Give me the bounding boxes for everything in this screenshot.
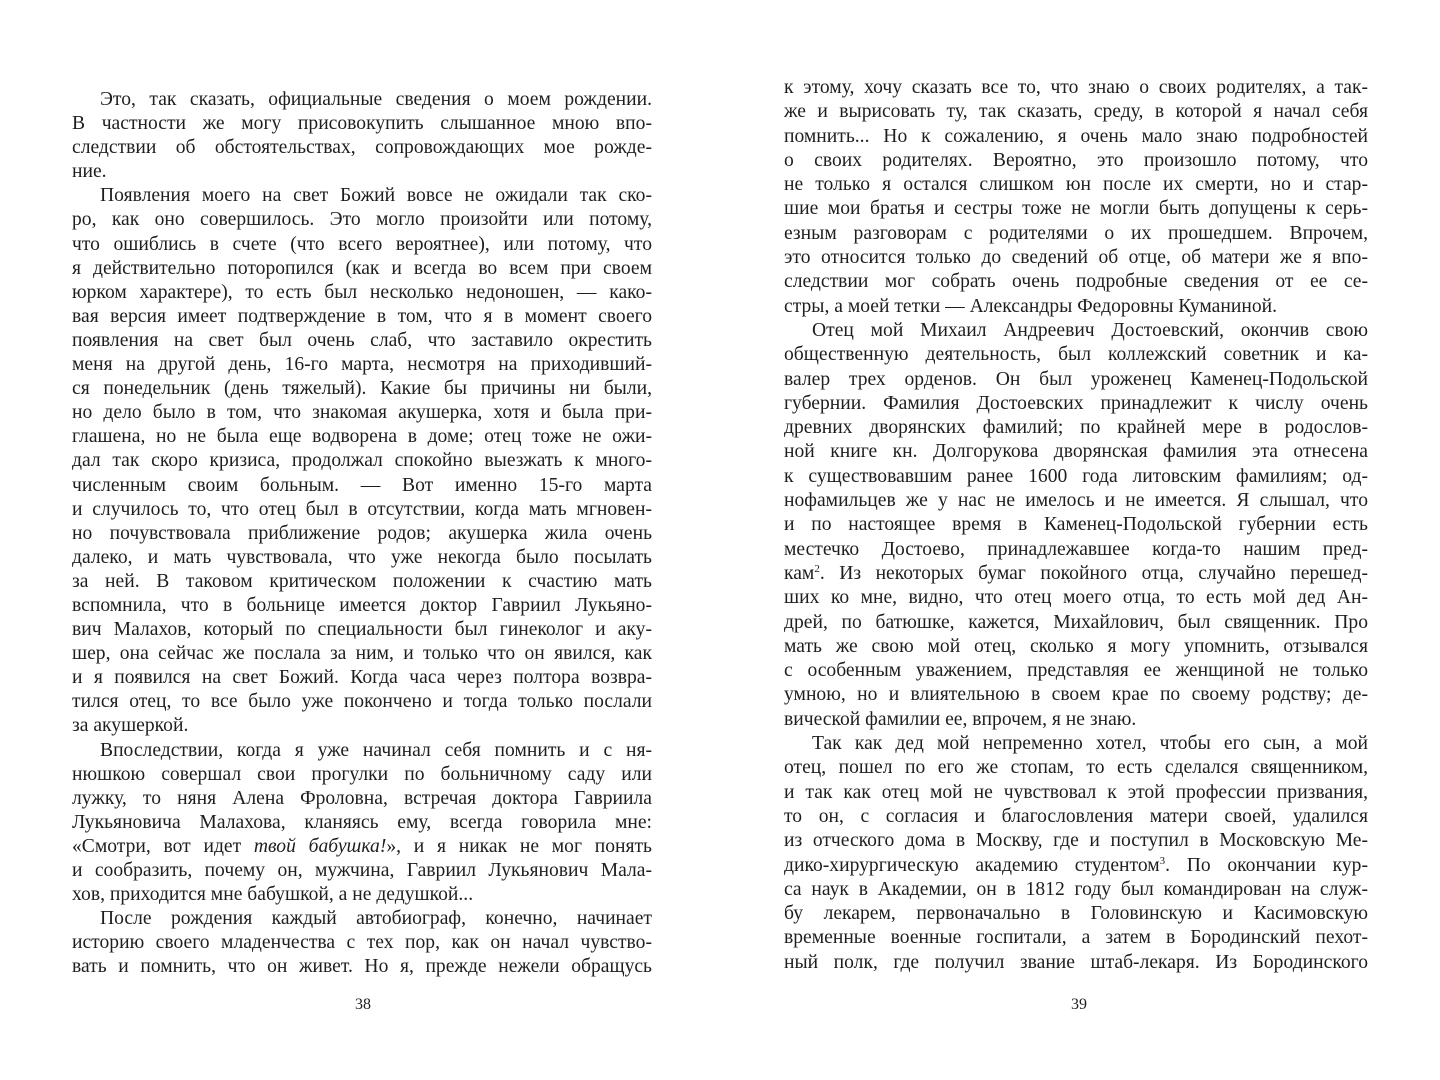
text-line: и сообразить, почему он, мужчина, Гавриил Лукьянович Мала- [72, 860, 652, 881]
text-line: за ней. В таковом критическом положении к счастию мать [72, 570, 652, 592]
text-line: вич Малахов, который по специальности был гинеколог и аку- [72, 619, 652, 641]
text-line: следствии об обстоятельствах, сопровождающих мое рожде- [72, 137, 652, 159]
paragraph [72, 88, 652, 184]
text-line: са наук в Академии, он в 1812 году был командирован на служ- [784, 878, 1368, 900]
text-line: ной книге кн. Долгорукова дворянская фамилия эта отнесена [784, 441, 1368, 463]
text-line: стры, а моей тетки — Александры Федоровны Куманиной. [784, 295, 1278, 317]
text-line: о своих родителях. Вероятно, это произошло потому, что [784, 149, 1368, 171]
page-number-right: 39 [1071, 996, 1087, 1013]
text-line: ся понедельник (день тяжелый). Какие бы причины ни были, [72, 378, 652, 400]
text-line: Лукьяновича Малахова, кланяясь ему, всегда говорила мне: [72, 811, 652, 833]
text-line: валер трех орденов. Он был уроженец Каменец-Подольской [784, 368, 1368, 390]
paragraph [784, 732, 1368, 975]
text-line: же и вырисовать ту, так сказать, среду, в которой я начал себя [784, 101, 1368, 123]
text-line: В частности же могу присовокупить слышанное мною впо- [72, 113, 652, 135]
text-line: далеко, и мать чувствовала, что уже некогда было посылать [72, 546, 652, 568]
text-line: нофамильцев же у нас не имелось и не имеется. Я слышал, что [784, 490, 1368, 512]
text-line: и случилось то, что отец был в отсутствии, когда мать мгновен- [72, 498, 652, 520]
paragraph [784, 76, 1368, 319]
text-line: численным своим больным. — Вот именно 15-го марта [72, 474, 652, 496]
text-line: за акушеркой. [72, 715, 189, 737]
text-line: к этому, хочу сказать все то, что знаю о своих родителях, а так- [784, 77, 1368, 98]
left-page-body [72, 88, 652, 979]
right-page-body [784, 76, 1368, 975]
text-line: Отец мой Михаил Андреевич Достоевский, окончив свою [812, 319, 1368, 341]
text-line: то он, с согласия и благословления матери своей, удалился [784, 805, 1368, 827]
text-line: После рождения каждый автобиограф, конечно, начинает [100, 908, 652, 930]
text-line [784, 854, 1368, 878]
text-line: бу лекарем, первоначально в Головинскую и Касимовскую [784, 903, 1368, 925]
text-segment: », и я никак не мог понять [386, 835, 652, 857]
text-line: Так как дед мой непременно хотел, чтобы его сын, а мой [812, 733, 1368, 755]
text-line: хов, приходится мне бабушкой, а не дедушкой... [72, 884, 474, 906]
text-line: шие мои братья и сестры тоже не могли быть допущены к серь- [784, 198, 1368, 220]
text-segment: кам [784, 562, 815, 584]
text-line: древних дворянских фамилий; по крайней мере в родослов- [784, 417, 1368, 439]
text-line [72, 835, 652, 859]
text-line: ный полк, где получил звание штаб-лекаря. Из Бородинского [784, 951, 1368, 973]
text-line: дал так скоро кризиса, продолжал спокойно выезжать к много- [72, 450, 652, 472]
text-line: губернии. Фамилия Достоевских принадлежит к числу очень [784, 392, 1368, 414]
text-line: к существовавшим ранее 1600 года литовским фамилиям; од- [784, 465, 1368, 487]
text-line: мать же свою мой отец, сколько я могу упомнить, отзывался [784, 635, 1368, 657]
text-line: Впоследствии, когда я уже начинал себя помнить и с ня- [100, 739, 652, 761]
paragraph [784, 319, 1368, 732]
text-line: и по настоящее время в Каменец-Подольской губернии есть [784, 514, 1368, 536]
text-line: лужку, то няня Алена Фроловна, встречая доктора Гавриила [72, 787, 652, 809]
text-line: но дело было в том, что знакомая акушерка, хотя и была при- [72, 402, 652, 424]
text-line: следствии мог собрать очень подробные сведения от ее се- [784, 271, 1368, 293]
text-line: временные военные госпитали, а затем в Бородинский пехот- [784, 927, 1368, 949]
text-line: ние. [72, 161, 107, 183]
text-line: вспомнила, что в больнице имеется доктор Гавриил Лукьяно- [72, 594, 652, 616]
text-line: и я появился на свет Божий. Когда часа через полтора возвра- [72, 667, 652, 689]
text-segment: дико-хирургическую академию студентом [784, 854, 1160, 876]
text-line: я действительно поторопился (как и всегда во всем при своем [72, 257, 652, 279]
text-line: езным разговорам с родителями о их прошедшем. Впрочем, [784, 222, 1368, 244]
text-segment: . Из некоторых бумаг покойного отца, случайно перешед- [819, 562, 1368, 584]
text-line: нюшкою совершал свои прогулки по больничному саду или [72, 763, 652, 785]
text-line: умною, но и влиятельною в своем крае по своему родству; де- [784, 684, 1368, 706]
text-line [784, 562, 1368, 586]
footnote-ref: 3 [1159, 854, 1166, 867]
text-line: отец, пошел по его же стопам, то есть сделался священником, [784, 757, 1368, 779]
text-line: ро, как оно совершилось. Это могло произойти или потому, [72, 209, 652, 231]
text-line: вической фамилии ее, впрочем, я не знаю. [784, 708, 1137, 730]
text-line: Это, так сказать, официальные сведения о моем рождении. [100, 89, 652, 110]
text-line: это относится только до сведений об отце, об матери же я впо- [784, 247, 1368, 269]
text-line: местечко Достоево, принадлежавшее когда-то нашим пред- [784, 538, 1368, 560]
text-line: и так как отец мой не чувствовал к этой профессии призвания, [784, 781, 1368, 803]
text-line: юрком характере), то есть был несколько недоношен, — како- [72, 281, 652, 303]
text-line: шер, она сейчас же послала за ним, и только что он явился, как [72, 643, 652, 665]
text-line: меня на другой день, 16-го марта, несмотря на приходивший- [72, 354, 652, 376]
text-line: вая версия имеет подтверждение в том, что я в момент своего [72, 305, 652, 327]
text-segment: . По окончании кур- [1165, 854, 1369, 876]
text-line: ших ко мне, видно, что отец моего отца, то есть мой дед Ан- [784, 587, 1368, 609]
text-line: из отческого дома в Москву, где и поступил в Московскую Ме- [784, 830, 1368, 852]
text-line: что ошиблись в счете (что всего вероятнее), или потому, что [72, 233, 652, 255]
text-line: появления на свет был очень слаб, что заставило окрестить [72, 329, 652, 351]
paragraph [72, 739, 652, 908]
text-line: не только я остался слишком юн после их смерти, но и стар- [784, 174, 1368, 196]
text-line: общественную деятельность, был коллежский советник и ка- [784, 344, 1368, 366]
text-line: тился отец, то все было уже покончено и тогда только послали [72, 691, 652, 713]
italic-text: твой бабушка! [253, 835, 387, 857]
text-line: Появления моего на свет Божий вовсе не ожидали так ско- [100, 185, 652, 207]
footnote-ref: 2 [814, 562, 820, 575]
text-line: помнить... Но к сожалению, я очень мало знаю подробностей [784, 125, 1368, 147]
page-number-left: 38 [355, 996, 371, 1013]
text-line: вать и помнить, что он живет. Но я, прежде нежели обращусь [72, 956, 652, 978]
text-line: глашена, но не была еще водворена в доме; отец тоже не ожи- [72, 426, 652, 448]
text-line: историю своего младенчества с тех пор, как он начал чувство- [72, 932, 652, 954]
paragraph [72, 907, 652, 979]
text-line: с особенным уважением, представляя ее женщиной не только [784, 660, 1368, 682]
text-line: но почувствовала приближение родов; акушерка жила очень [72, 522, 652, 544]
text-segment: «Смотри, вот идет [72, 835, 254, 857]
text-line: дрей, по батюшке, кажется, Михайлович, был священник. Про [784, 611, 1368, 633]
paragraph [72, 184, 652, 738]
